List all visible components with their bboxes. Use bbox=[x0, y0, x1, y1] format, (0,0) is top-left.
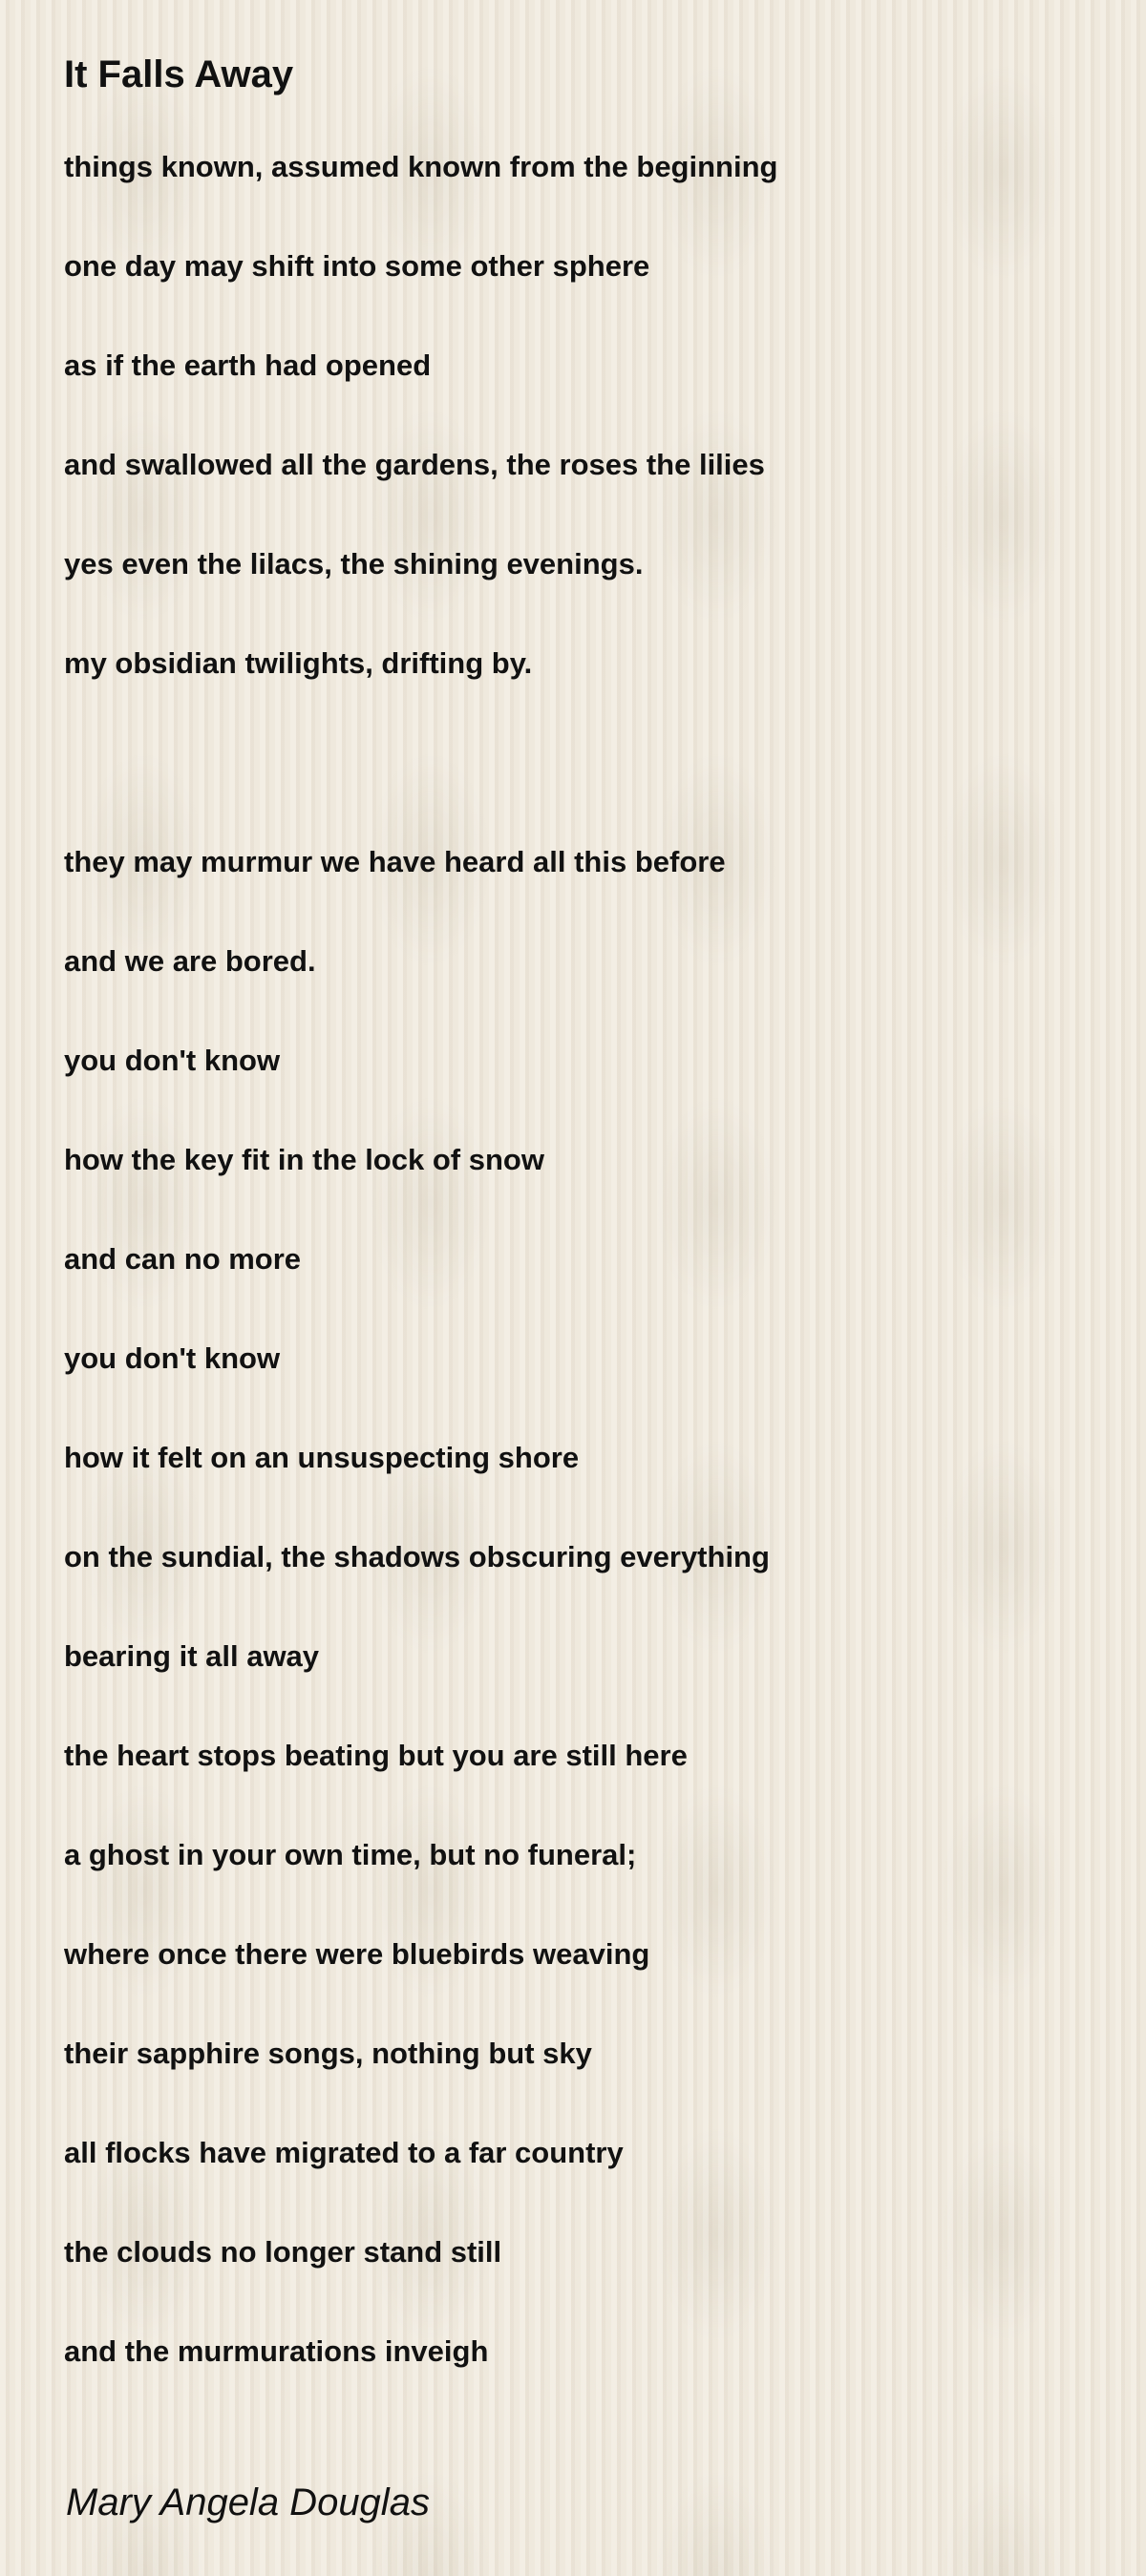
poem-line: they may murmur we have heard all this before bbox=[64, 845, 726, 878]
poem-line: one day may shift into some other sphere bbox=[64, 249, 650, 283]
poem-line: and swallowed all the gardens, the roses the lilies bbox=[64, 448, 765, 481]
poem-title: It Falls Away bbox=[64, 53, 294, 95]
poem-line: on the sundial, the shadows obscuring everything bbox=[64, 1540, 770, 1573]
poem-line: yes even the lilacs, the shining evenings. bbox=[64, 547, 644, 581]
poem-line: you don't know bbox=[64, 1341, 281, 1375]
poem-line: and can no more bbox=[64, 1242, 302, 1276]
poem-line: their sapphire songs, nothing but sky bbox=[64, 2037, 592, 2070]
poem-line: as if the earth had opened bbox=[64, 348, 432, 382]
poem-line: how it felt on an unsuspecting shore bbox=[64, 1441, 580, 1474]
poem-line: and the murmurations inveigh bbox=[64, 2334, 489, 2368]
poem-line: all flocks have migrated to a far country bbox=[64, 2136, 624, 2169]
stanza-break bbox=[64, 736, 777, 835]
poem-line: you don't know bbox=[64, 1044, 281, 1077]
poem-lines bbox=[64, 140, 777, 2424]
poem-line: things known, assumed known from the beginning bbox=[64, 150, 778, 183]
poem-line: bearing it all away bbox=[64, 1639, 320, 1673]
poem-line: the heart stops beating but you are still here bbox=[64, 1739, 688, 1772]
poem-line: where once there were bluebirds weaving bbox=[64, 1937, 650, 1971]
poem-line: and we are bored. bbox=[64, 944, 316, 978]
poem-author: Mary Angela Douglas bbox=[66, 2481, 430, 2523]
poem-line: how the key fit in the lock of snow bbox=[64, 1143, 544, 1176]
poem-line: the clouds no longer stand still bbox=[64, 2235, 502, 2269]
poem-line: a ghost in your own time, but no funeral; bbox=[64, 1838, 637, 1871]
poem-line: my obsidian twilights, drifting by. bbox=[64, 646, 533, 680]
